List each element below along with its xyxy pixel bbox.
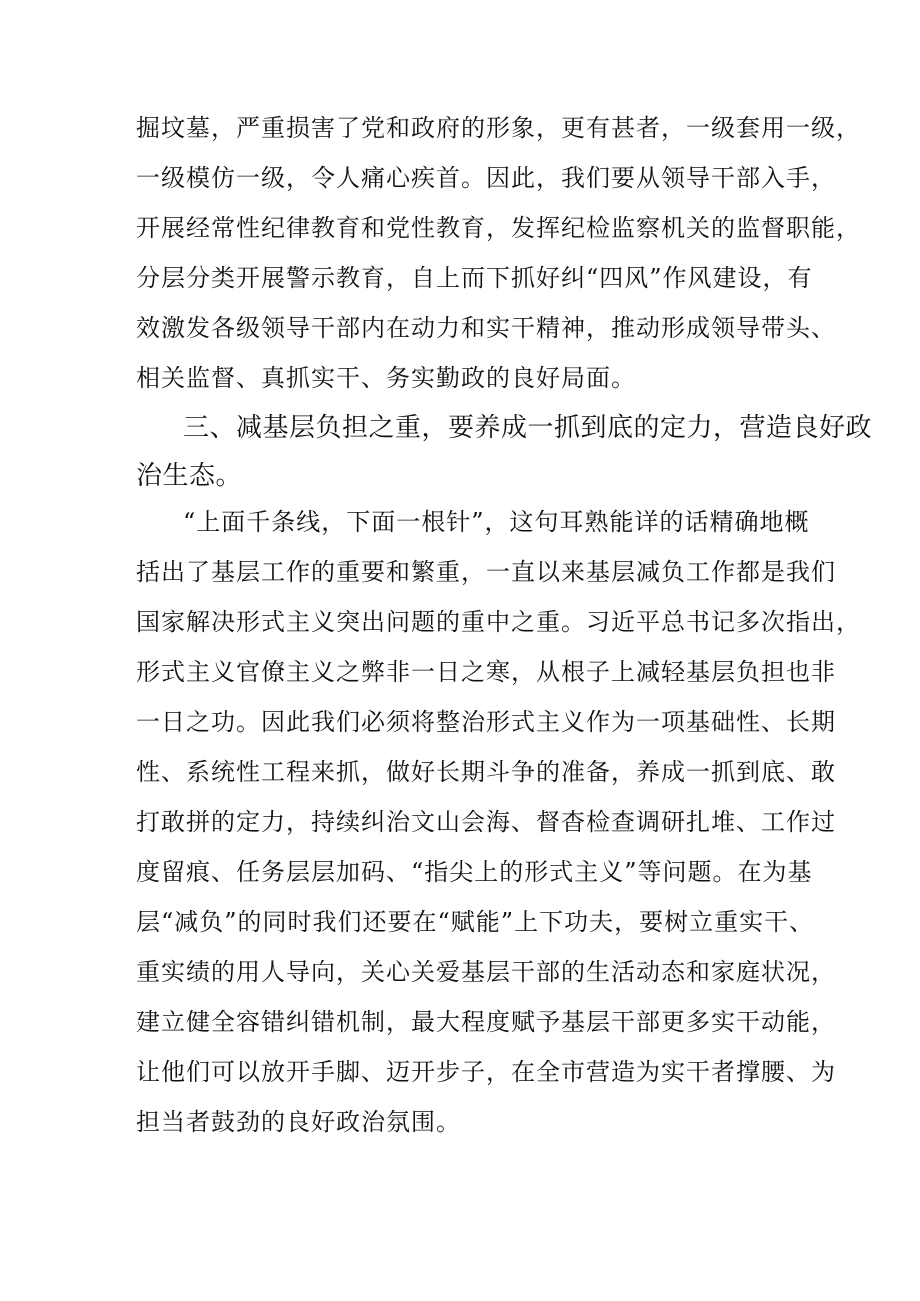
paragraph-line: 分层分类开展警示教育，自上而下抓好纠“四风”作风建设，有 [136, 264, 813, 292]
paragraph-line: 效激发各级领导干部内在动力和实干精神，推动形成领导带头、 [136, 314, 836, 342]
paragraph-line: 度留痕、任务层层加码、“指尖上的形式主义”等问题。在为基 [136, 858, 813, 886]
paragraph-line: 形式主义官僚主义之弊非一日之寒，从根子上减轻基层负担也非 [136, 658, 836, 686]
paragraph-line: 国家解决形式主义突出问题的重中之重。习近平总书记多次指出， [136, 608, 861, 636]
heading-line: 治生态。 [136, 461, 243, 491]
paragraph-line: 担当者鼓劲的良好政治氛围。 [136, 1108, 461, 1136]
paragraph-line: “上面千条线，下面一根针”，这句耳熟能详的话精确地概 [183, 508, 810, 536]
paragraph-line: 建立健全容错纠错机制，最大程度赋予基层干部更多实干动能， [136, 1008, 836, 1036]
paragraph-line: 一日之功。因此我们必须将整治形式主义作为一项基础性、长期 [136, 708, 836, 736]
heading-line: 三、减基层负担之重，要养成一抓到底的定力，营造良好政 [183, 413, 873, 443]
paragraph-line: 相关监督、真抓实干、务实勤政的良好局面。 [136, 364, 636, 392]
paragraph-line: 重实绩的用人导向，关心关爱基层干部的生活动态和家庭状况， [136, 958, 836, 986]
paragraph-line: 括出了基层工作的重要和繁重，一直以来基层减负工作都是我们 [136, 558, 836, 586]
paragraph-line: 层“减负”的同时我们还要在“赋能”上下功夫，要树立重实干、 [136, 908, 815, 936]
paragraph-line: 打敢拼的定力，持续纠治文山会海、督杳检查调研扎堆、工作过 [136, 808, 836, 836]
paragraph-line: 让他们可以放开手脚、迈开步子，在全市营造为实干者撑腰、为 [136, 1058, 836, 1086]
paragraph-line: 开展经常性纪律教育和党性教育，发挥纪检监察机关的监督职能， [136, 214, 861, 242]
paragraph-line: 掘坟墓，严重损害了党和政府的形象，更有甚者，一级套用一级， [136, 114, 861, 142]
paragraph-line: 性、系统性工程来抓，做好长期斗争的准备，养成一抓到底、敢 [136, 758, 836, 786]
paragraph-line: 一级模仿一级，令人痛心疾首。因此，我们要从领导干部入手， [136, 164, 836, 192]
